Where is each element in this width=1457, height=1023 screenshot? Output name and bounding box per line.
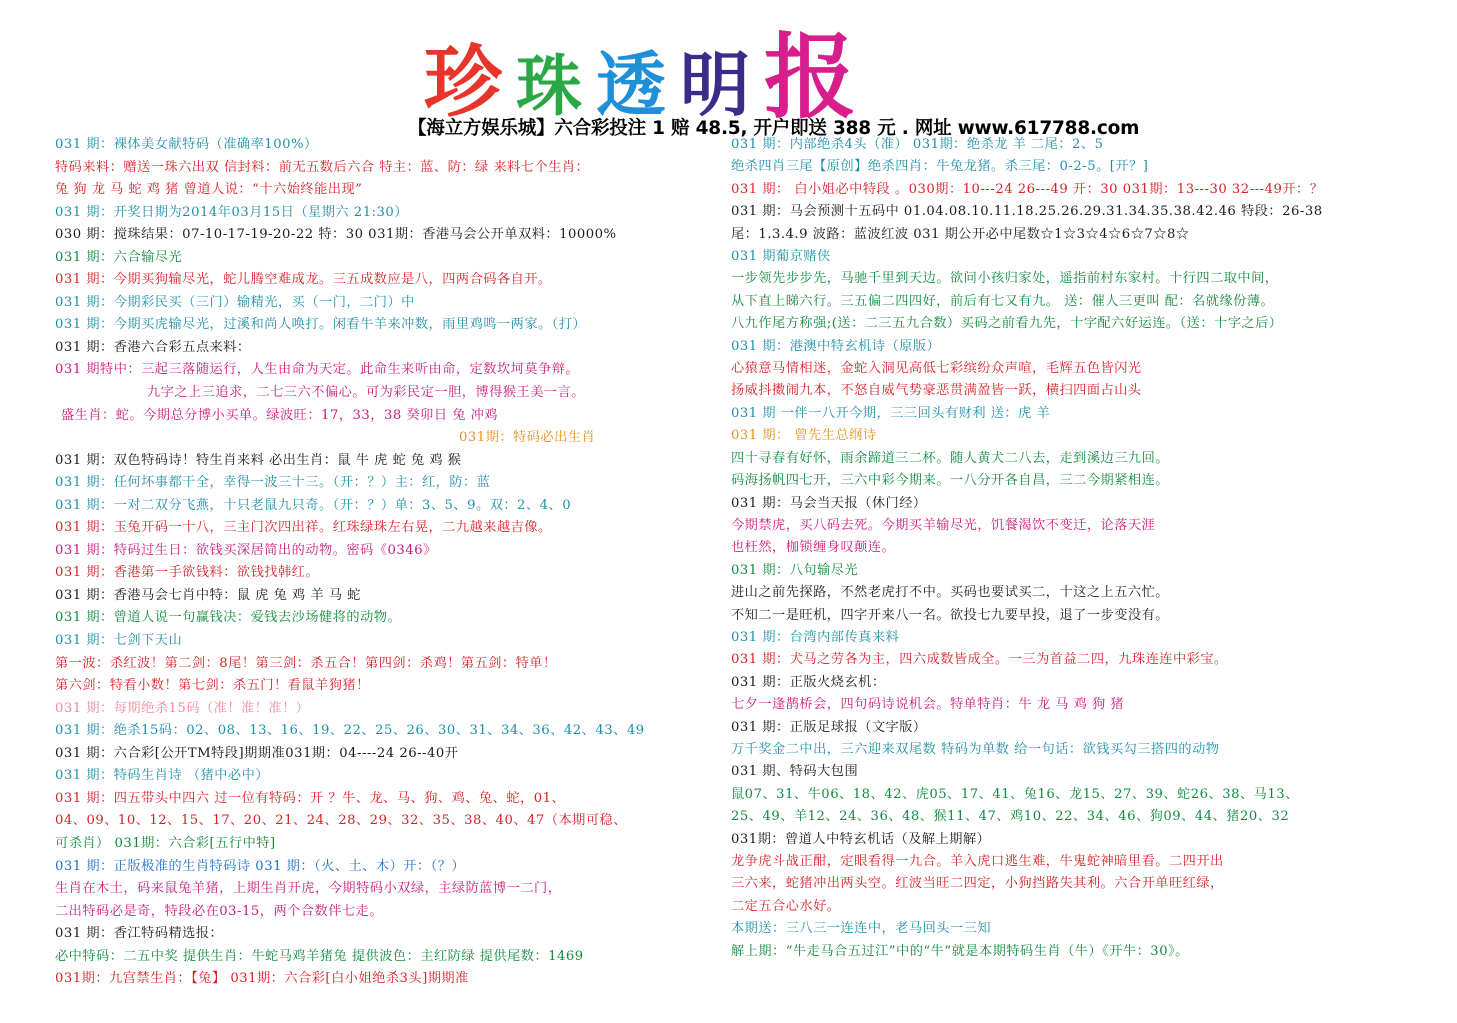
text-line: 031 期：犬马之劳各为主，四六成数皆成全。一三为首益二四，九珠连连中彩宝。 [731, 652, 1228, 668]
left-column [55, 134, 715, 991]
text-line: 第六剑：特看小数！第七剑：杀五门！看鼠羊狗猪！ [55, 678, 370, 694]
text-line: 031 期：正版极准的生肖特码诗 031 期：（火、土、木）开：（？） [55, 858, 466, 874]
text-line: 从下直上睇六行。三五偏二四四好，前后有七又有九。 送：催人三更叫 配：名就缘份薄。 [731, 293, 1275, 309]
text-line: 031 期：特码生肖诗 （猪中必中） [55, 768, 269, 784]
text-line: 031期：特码必出生肖 [459, 430, 596, 446]
text-line: 031 期：每期绝杀15码（准！准！准！） [55, 700, 310, 716]
text-line: 04、09、10、12、15、17、20、21、24、28、29、32、35、38、40、47（本期可稳、 [55, 813, 627, 829]
text-line: 可杀肖） 031期：六合彩[五行中特] [55, 835, 276, 851]
text-line: 031 期：台湾内部传真来料 [731, 629, 900, 645]
text-line: 尾：1.3.4.9 波路：蓝波红波 031 期公开必中尾数☆1☆3☆4☆6☆7☆8☆ [731, 226, 1190, 242]
text-line: 031 期：港澳中特玄机诗（原版） [731, 338, 941, 354]
text-line: 不知二一是旺机，四字开来八一名。欲投七九要早投，退了一步变没有。 [731, 607, 1169, 623]
text-line: 031 期：六合彩[公开TM特段]期期准031期：04----24 26--40开 [55, 745, 459, 761]
text-line: 九字之上三追求，二七三六不偏心。可为彩民定一胆，博得猴王美一言。 [147, 385, 585, 401]
text-line: 盛生肖：蛇。今期总分博小买单。绿波旺：17，33，38 癸卯日 兔 冲鸡 [61, 407, 498, 423]
text-line: 三六来，蛇猪冲出两头空。红波当旺二四定，小狗挡路失其利。六合开单旺红绿， [731, 876, 1224, 892]
text-line: 绝杀四肖三尾【原创】绝杀四肖：牛兔龙猪。杀三尾：0-2-5。[开？] [731, 159, 1149, 175]
text-line: 031 期：香江特码精选报： [55, 926, 224, 942]
text-line: 031 期：特码过生日：欲钱买深居简出的动物。密码《0346》 [55, 542, 437, 558]
text-line: 031 期：正版足球报（文字版） [731, 719, 927, 735]
text-line: 七夕一逢鹊桥会，四句码诗说机会。特单特肖：牛 龙 马 鸡 狗 猪 [731, 697, 1125, 713]
right-column [731, 134, 1421, 963]
text-line: 031 期：裸体美女献特码（准确率100%） [55, 137, 318, 152]
title-char-4: 明 [680, 43, 765, 126]
title-char-2: 珠 [516, 47, 597, 125]
text-line: 特码来料：赠送一珠六出双 信封料：前无五数后六合 特主：蓝、防：绿 来料七个生肖： [55, 159, 590, 175]
text-line: 031 期：曾道人说一句赢钱决：爱钱去沙场健将的动物。 [55, 610, 402, 626]
text-line: 龙争虎斗战正酣，定眼看得一九合。羊入虎口逃生难，牛鬼蛇神暗里看。二四开出 [731, 854, 1224, 869]
text-line: 本期送：三八三一连连中，老马回头一三知 [731, 921, 992, 937]
text-line: 031 期： 白小姐必中特段 。030期：10---24 26---49 开：30 031期：13---30 32---49开：？ [731, 181, 1324, 197]
text-line: 八九作尾方称强;(送：二三五九合数）买码之前看九先，十字配六好运连。（送：十字之后） [731, 316, 1283, 332]
text-line: 031期：曾道人中特玄机话（及解上期解） [731, 831, 991, 847]
text-line: 四十寻春有好怀，雨余蹄道三二杯。随人黄犬二八去，走到溪边三九回。 [731, 450, 1169, 466]
title-char-5: 报 [764, 23, 871, 131]
text-line: 031 期特中：三起三落随运行，人生由命为天定。此命生来听由命，定数坎坷莫争辩。 [55, 362, 580, 378]
text-line: 必中特码：二五中奖 提供生肖：牛蛇马鸡羊猪兔 提供波色：主红防绿 提供尾数：1469 [55, 948, 584, 964]
text-line: 生肖在木土，码来鼠兔羊猪，上期生肖开虎，今期特码小双绿，主绿防蓝博一二门， [55, 881, 562, 897]
title-char-3: 透 [596, 43, 681, 126]
text-line: 031 期：香港六合彩五点来料： [55, 339, 251, 355]
text-line: 031 期： 曾先生总纲诗 [731, 428, 877, 444]
text-line: 031 期：香港马会七肖中特：鼠 虎 兔 鸡 羊 马 蛇 [55, 587, 361, 603]
text-line: 心猿意马情相迷，金蛇入洞见高低七彩缤纷众声喧，毛辉五色皆闪光 [731, 361, 1142, 377]
text-line: 031 期：今期买狗输尽光，蛇儿腾空难成龙。三五成数应是八，四两合码各自开。 [55, 272, 552, 288]
text-line: 031 期：内部绝杀4头（准） 031期：绝杀龙 羊 二尾：2、5 [731, 137, 1104, 152]
text-line: 031 期：马会当天报（休门经） [731, 495, 927, 511]
advert-banner: 【海立方娱乐城】六合彩投注 1 赔 48.5, 开户即送 388 元 . 网址 www.617788.com [408, 118, 1140, 139]
text-line: 码海扬帆四七开，三六中彩今期来。一八分开各自昌，三二今期紧相连。 [731, 473, 1169, 489]
text-line: 万千奖金二中出，三六迎来双尾数 特码为单数 给一句话：欲钱买勾三搭四的动物 [731, 741, 1220, 757]
text-line: 031 期：双色特码诗！特生肖来料 必出生肖：鼠 牛 虎 蛇 兔 鸡 猴 [55, 452, 462, 468]
text-line: 031期：九宫禁生肖：【兔】 031期：六合彩[白小姐绝杀3头]期期准 [55, 971, 469, 987]
text-line: 031 期：马会预测十五码中 01.04.08.10.11.18.25.26.29.31.34.35.38.42.46 特段：26-38 [731, 204, 1323, 220]
text-line: 也枉然，枷锁缠身叹颠连。 [731, 540, 896, 556]
text-line: 第一波：杀红波！第二剑：8尾！第三剑：杀五合！第四剑：杀鸡！第五剑：特单！ [55, 655, 557, 671]
text-line: 031 期：任何坏事都干全，幸得一波三十三。（开：？）主：红，防：蓝 [55, 475, 491, 491]
text-line: 今期禁虎，买八码去死。今期买羊输尽光，饥餐渴饮不变迁，论落天涯 [731, 517, 1156, 533]
text-line: 031 期：六合输尽光 [55, 249, 183, 265]
text-line: 031 期：开奖日期为2014年03月15日（星期六 21:30） [55, 204, 408, 220]
text-line: 25、49、羊12、24、36、48、猴11、47、鸡10、22、34、46、狗09、44、猪20、32 [731, 809, 1290, 825]
text-line: 031 期：今期彩民买（三门）输精光，买（一门，二门）中 [55, 294, 415, 310]
text-line: 031 期：一对二双分飞燕，十只老鼠九只奇。（开：？）单：3、5、9。双：2、4、0 [55, 497, 572, 513]
text-line: 鼠07、31、牛06、18、42、虎05、17、41、兔16、龙15、27、39、蛇26、38、马13、 [731, 786, 1299, 802]
text-line: 一步领先步步先，马驰千里到天边。欲问小孩归家处，遥指前村东家村。十行四二取中间， [731, 271, 1279, 287]
text-line: 031 期：香港第一手欲钱料：欲钱找韩红。 [55, 565, 320, 581]
text-line: 兔 狗 龙 马 蛇 鸡 猪 曾道人说：“十六始终能出现” [55, 182, 363, 198]
text-line: 031 期：绝杀15码：02、08、13、16、19、22、25、26、30、31、34、36、42、43、49 [55, 723, 645, 739]
text-line: 031 期、特码大包围 [731, 764, 859, 780]
text-line: 二出特码必是奇，特段必在03-15，两个合数伴七走。 [55, 903, 383, 919]
text-line: 031 期 一伴一八开今期，三三回头有财利 送：虎 羊 [731, 405, 1051, 421]
text-line: 二定五合心水好。 [731, 898, 841, 914]
text-line: 扬威抖擞闹九本，不怒自威气势豪恶贯满盈皆一跃，横扫四面占山头 [731, 383, 1142, 399]
text-line: 030 期：搅珠结果：07-10-17-19-20-22 特：30 031期：香港马会公开单双料：10000% [55, 227, 617, 243]
text-line: 031 期：玉兔开码一十八，三主门次四出祥。红珠绿珠左右晃，二九越来越吉像。 [55, 520, 552, 536]
title-char-1: 珍 [424, 37, 517, 128]
text-line: 解上期：“牛走马合五过江”中的“牛”就是本期特码生肖（牛）《开牛：30》。 [731, 943, 1189, 959]
text-line: 031 期葡京赌侠 [731, 249, 831, 265]
text-line: 031 期：今期买虎输尽光，过溪和尚人唤打。闲看牛羊来冲数，雨里鸡鸣一两家。（打） [55, 317, 587, 333]
text-line: 031 期：七剑下天山 [55, 633, 183, 649]
text-line: 031 期：正版火烧玄机： [731, 674, 886, 690]
text-line: 031 期：八句输尽光 [731, 562, 859, 578]
text-line: 031 期：四五带头中四六 过一位有特码：开 ？牛、龙、马、狗、鸡、兔、蛇，01、 [55, 790, 566, 806]
text-line: 进山之前先探路，不然老虎打不中。买码也要试买二，十这之上五六忙。 [731, 585, 1169, 601]
